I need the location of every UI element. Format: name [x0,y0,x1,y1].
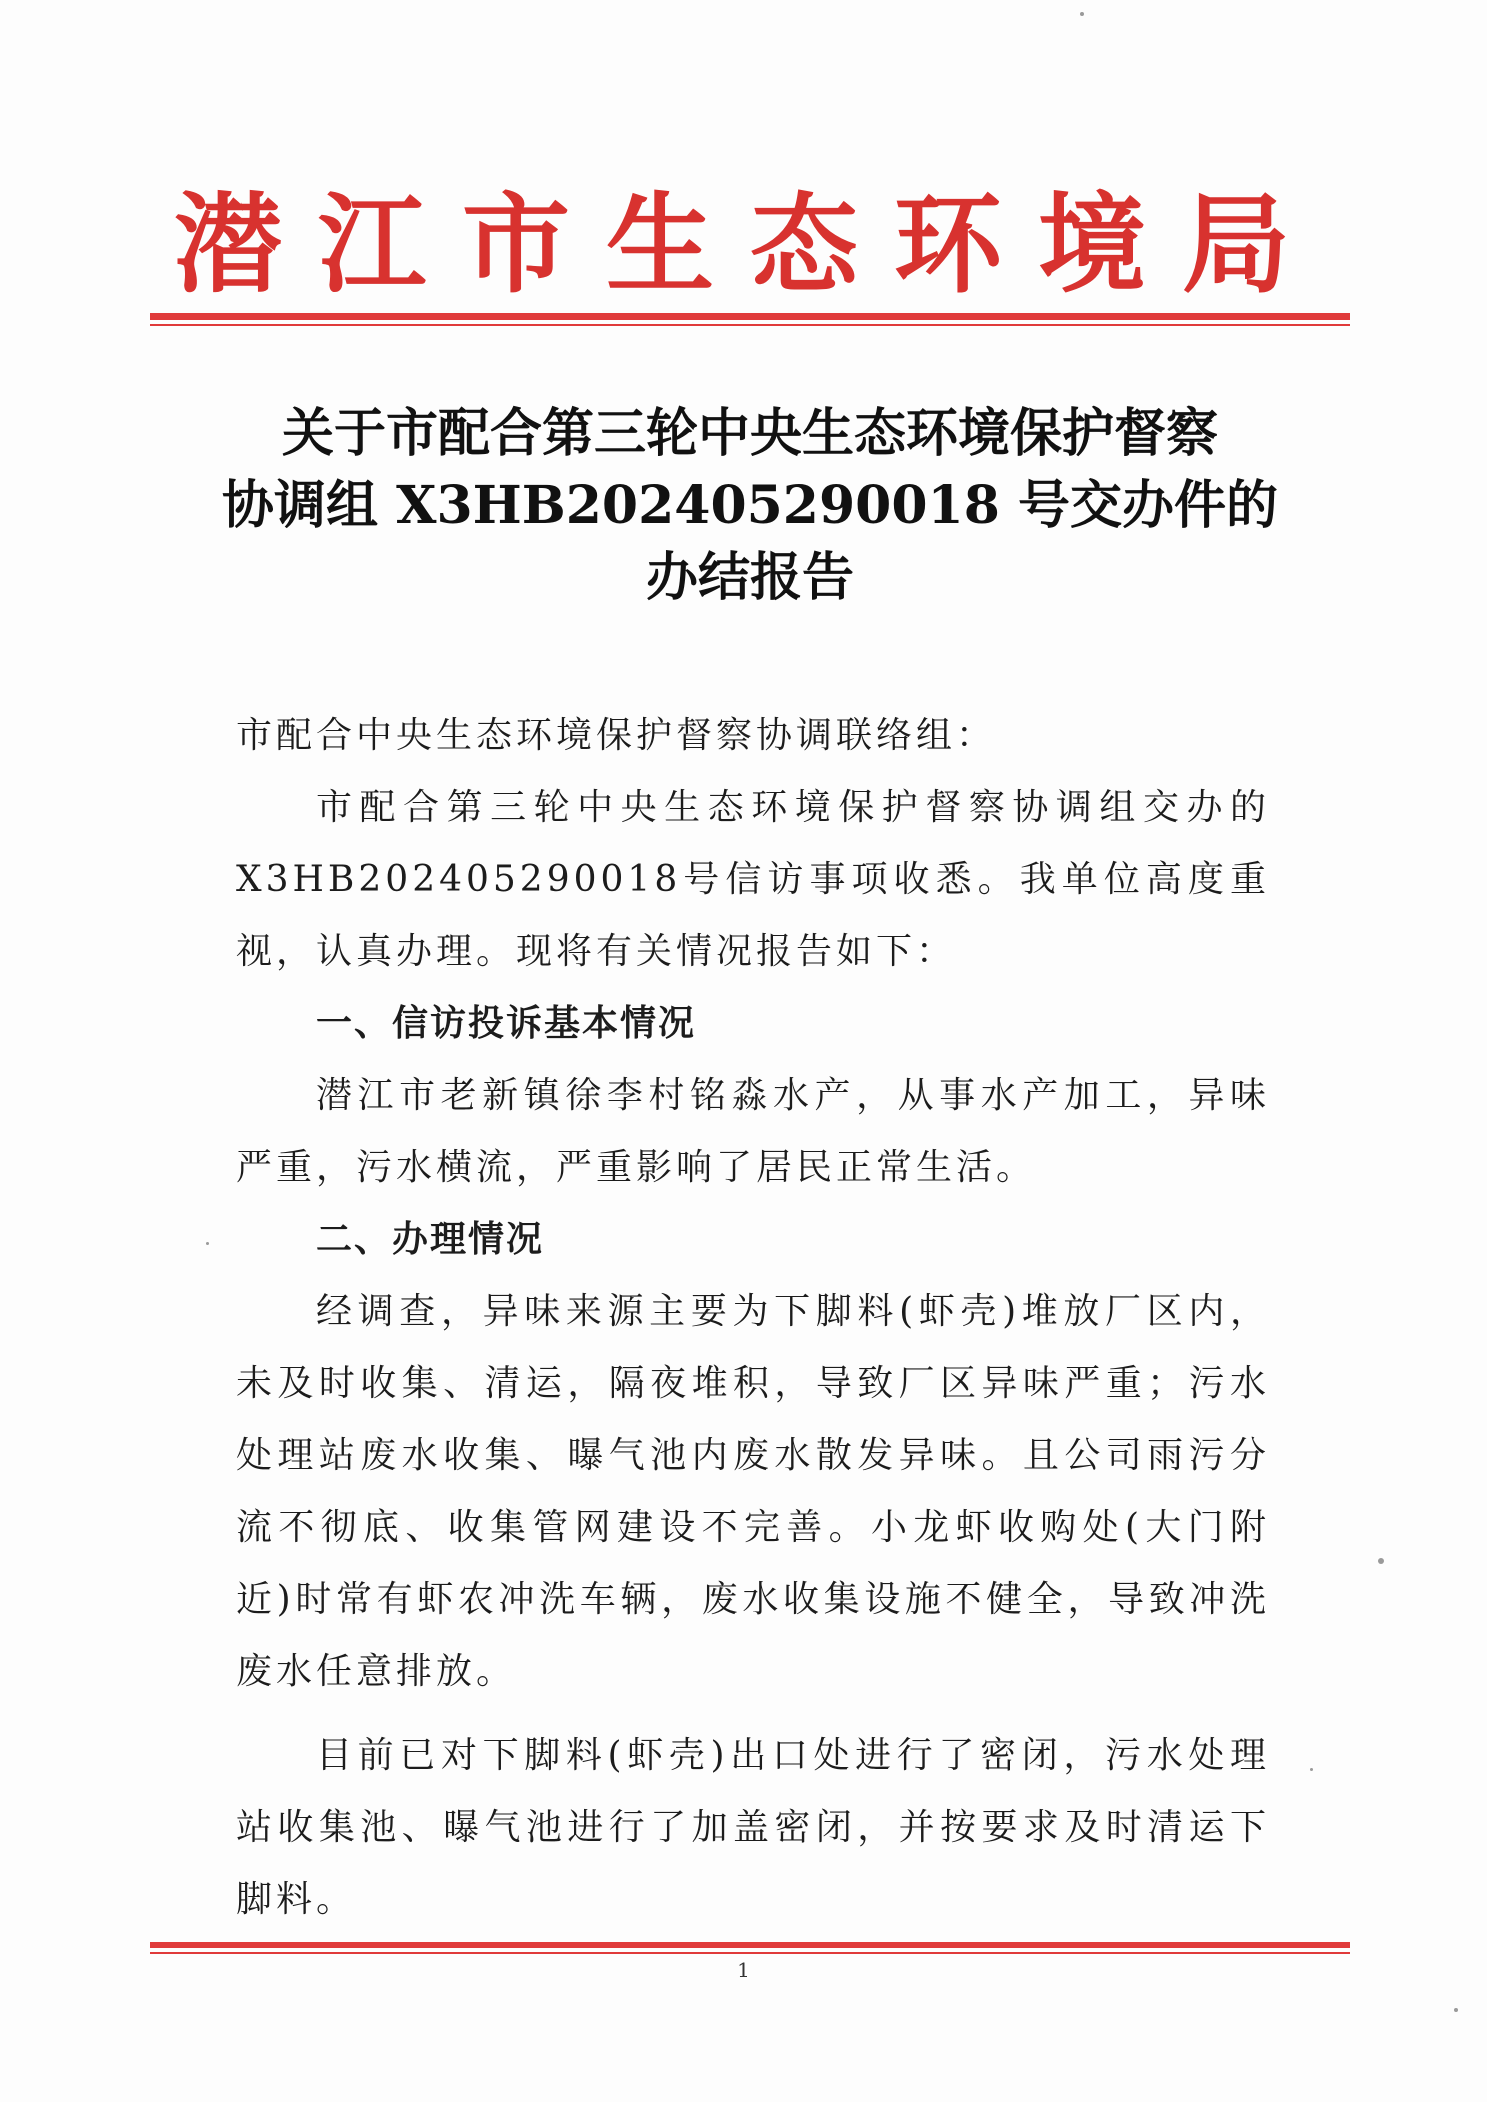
title-line-2: 协调组 X3HB202405290018 号交办件的 [222,475,1278,536]
title-line-1: 关于市配合第三轮中央生态环境保护督察 [281,403,1218,464]
footer-red-rule-thick [150,1942,1350,1948]
header-red-rule-thick [150,313,1350,320]
document-title [150,398,1350,614]
header-red-rule-thin [150,324,1350,326]
page-number: 1 [737,1958,750,1982]
scan-speck [1080,12,1084,16]
salutation: 市配合中央生态环境保护督察协调联络组： [236,715,997,756]
section-2-paragraph-2: 目前已对下脚料(虾壳)出口处进行了密闭，污水处理站收集池、曝气池进行了加盖密闭，并按要求及时清运下脚料。 [236,1735,1270,1920]
section-2-paragraph-1: 经调查，异味来源主要为下脚料(虾壳)堆放厂区内，未及时收集、清运，隔夜堆积，导致厂区异味严重；污水处理站废水收集、曝气池内废水散发异味。且公司雨污分流不彻底、收集管网建设不完善。小龙虾收购处(大门附近)时常有虾农冲洗车辆，废水收集设施不健全，导致冲洗废水任意排放。 [236,1291,1270,1692]
intro-paragraph: 市配合第三轮中央生态环境保护督察协调组交办的X3HB202405290018号信访事项收悉。我单位高度重视，认真办理。现将有关情况报告如下： [236,787,1270,972]
section-1-paragraph: 潜江市老新镇徐李村铭淼水产，从事水产加工，异味严重，污水横流，严重影响了居民正常生活。 [236,1075,1270,1188]
section-1-heading: 一、信访投诉基本情况 [316,1003,697,1044]
footer-red-rule-thin [150,1952,1350,1954]
scan-speck [1454,2008,1458,2012]
document-body [236,700,1270,1936]
section-2-heading: 二、办理情况 [316,1219,545,1260]
scan-speck [206,1242,209,1245]
scan-speck [1310,1768,1313,1771]
scan-speck [1378,1558,1384,1564]
agency-masthead: 潜江市生态环境局 [173,183,1326,308]
title-line-3: 办结报告 [645,547,854,608]
